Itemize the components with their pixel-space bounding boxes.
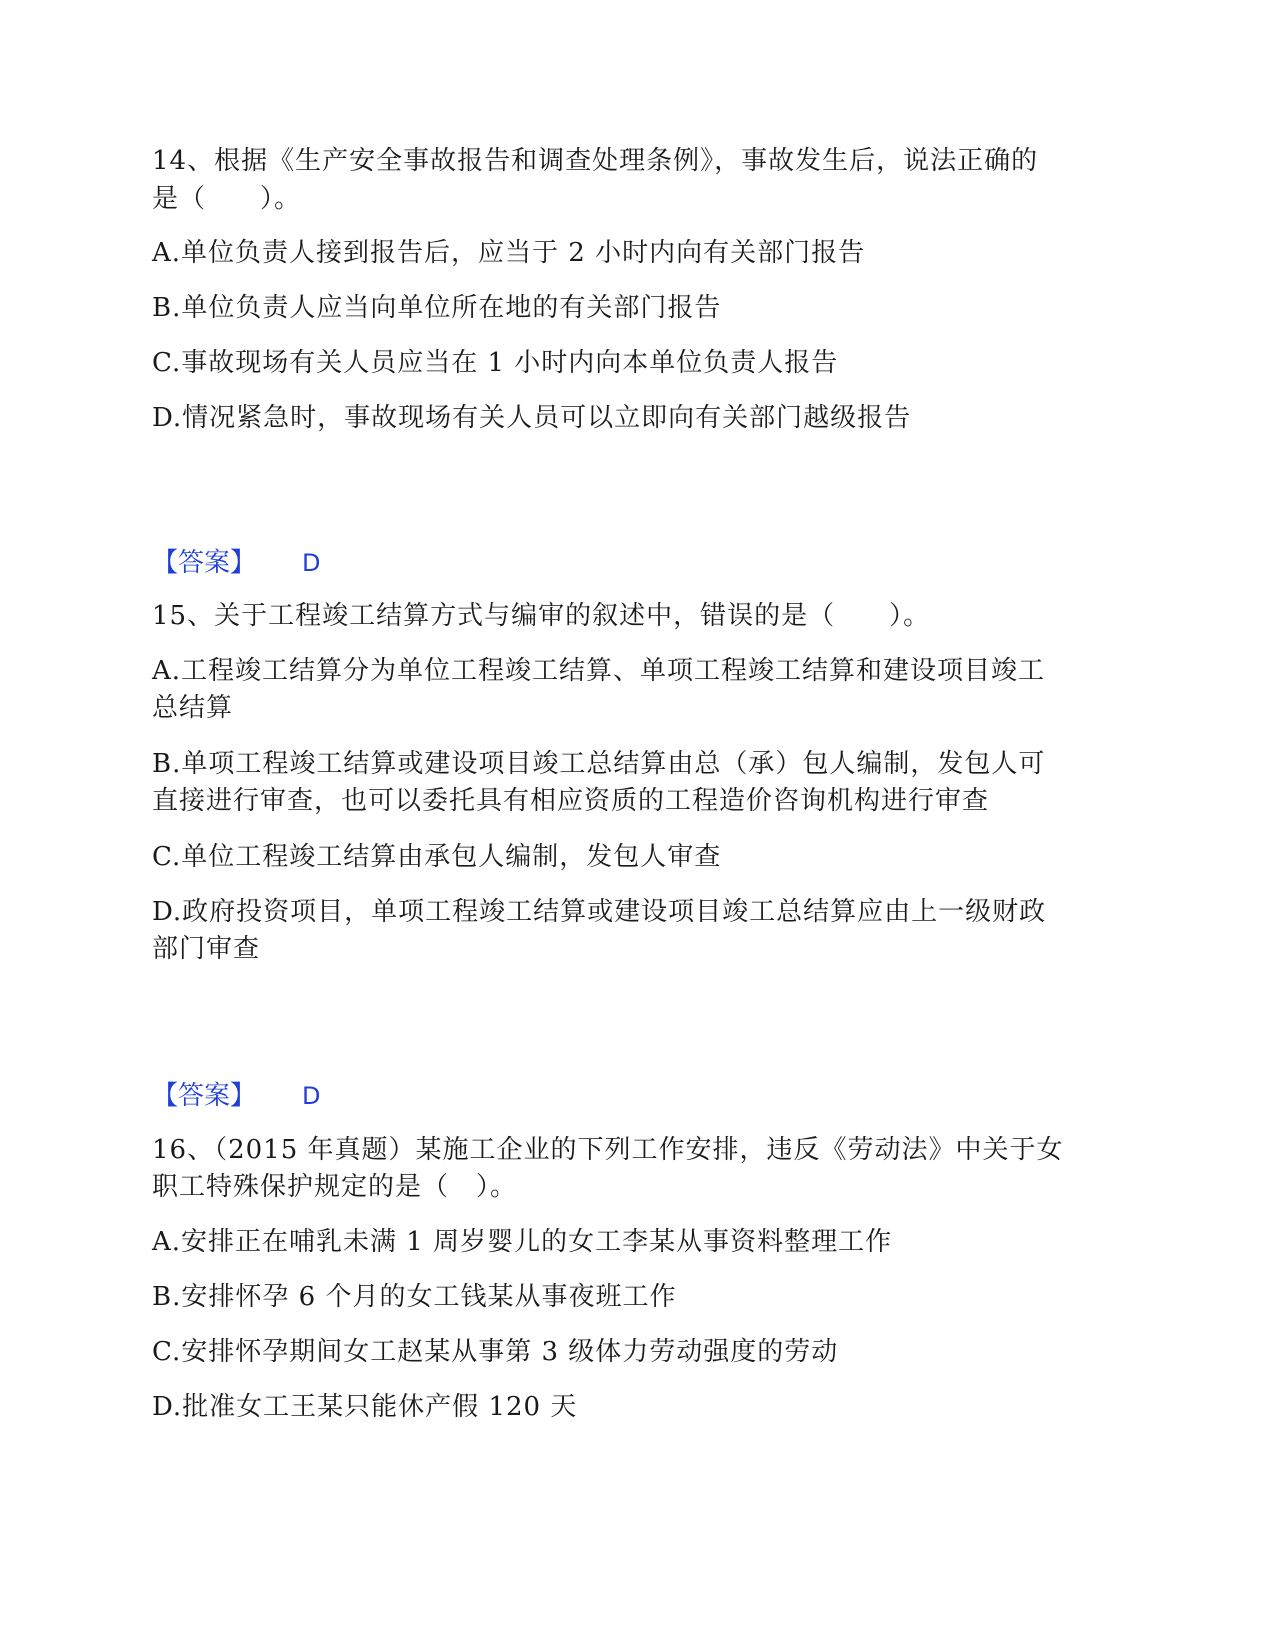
q16-option-c: C.安排怀孕期间女工赵某从事第 3 级体力劳动强度的劳动: [152, 1337, 839, 1367]
q14-option-a: A.单位负责人接到报告后，应当于 2 小时内向有关部门报告: [152, 238, 866, 268]
q15-answer: [152, 1079, 321, 1113]
q14-option-d: D.情况紧急时，事故现场有关人员可以立即向有关部门越级报告: [152, 403, 912, 433]
q14-stem-line2: 是（ ）。: [152, 184, 302, 214]
q15-option-d-line2: 部门审查: [152, 934, 261, 964]
q15-option-d-line1: D.政府投资项目，单项工程竣工结算或建设项目竣工总结算应由上一级财政: [152, 897, 1047, 927]
q15-option-b-line2: 直接进行审查，也可以委托具有相应资质的工程造价咨询机构进行审查: [152, 786, 990, 816]
q15-option-a-line2: 总结算: [152, 693, 234, 723]
q15-option-a-line1: A.工程竣工结算分为单位工程竣工结算、单项工程竣工结算和建设项目竣工: [152, 656, 1046, 686]
q15-stem: 15、关于工程竣工结算方式与编审的叙述中，错误的是（ ）。: [152, 601, 931, 631]
q16-option-a: A.安排正在哺乳未满 1 周岁婴儿的女工李某从事资料整理工作: [152, 1227, 893, 1257]
q14-option-c: C.事故现场有关人员应当在 1 小时内向本单位负责人报告: [152, 348, 839, 378]
answer-label: 【答案】: [152, 1081, 257, 1111]
answer-label: 【答案】: [152, 548, 257, 578]
answer-value: D: [302, 549, 321, 577]
q15-option-b-line1: B.单项工程竣工结算或建设项目竣工总结算由总（承）包人编制，发包人可: [152, 749, 1046, 779]
q14-option-b: B.单位负责人应当向单位所在地的有关部门报告: [152, 293, 722, 323]
q16-stem-line1: 16、（2015 年真题）某施工企业的下列工作安排，违反《劳动法》中关于女: [152, 1135, 1064, 1165]
q14-answer: [152, 546, 321, 580]
q16-option-d: D.批准女工王某只能休产假 120 天: [152, 1392, 578, 1422]
q16-option-b: B.安排怀孕 6 个月的女工钱某从事夜班工作: [152, 1282, 677, 1312]
q14-stem-line1: 14、根据《生产安全事故报告和调查处理条例》，事故发生后，说法正确的: [152, 146, 1039, 176]
q15-option-c: C.单位工程竣工结算由承包人编制，发包人审查: [152, 842, 722, 872]
answer-value: D: [302, 1082, 321, 1110]
q16-stem-line2: 职工特殊保护规定的是（ ）。: [152, 1172, 518, 1202]
